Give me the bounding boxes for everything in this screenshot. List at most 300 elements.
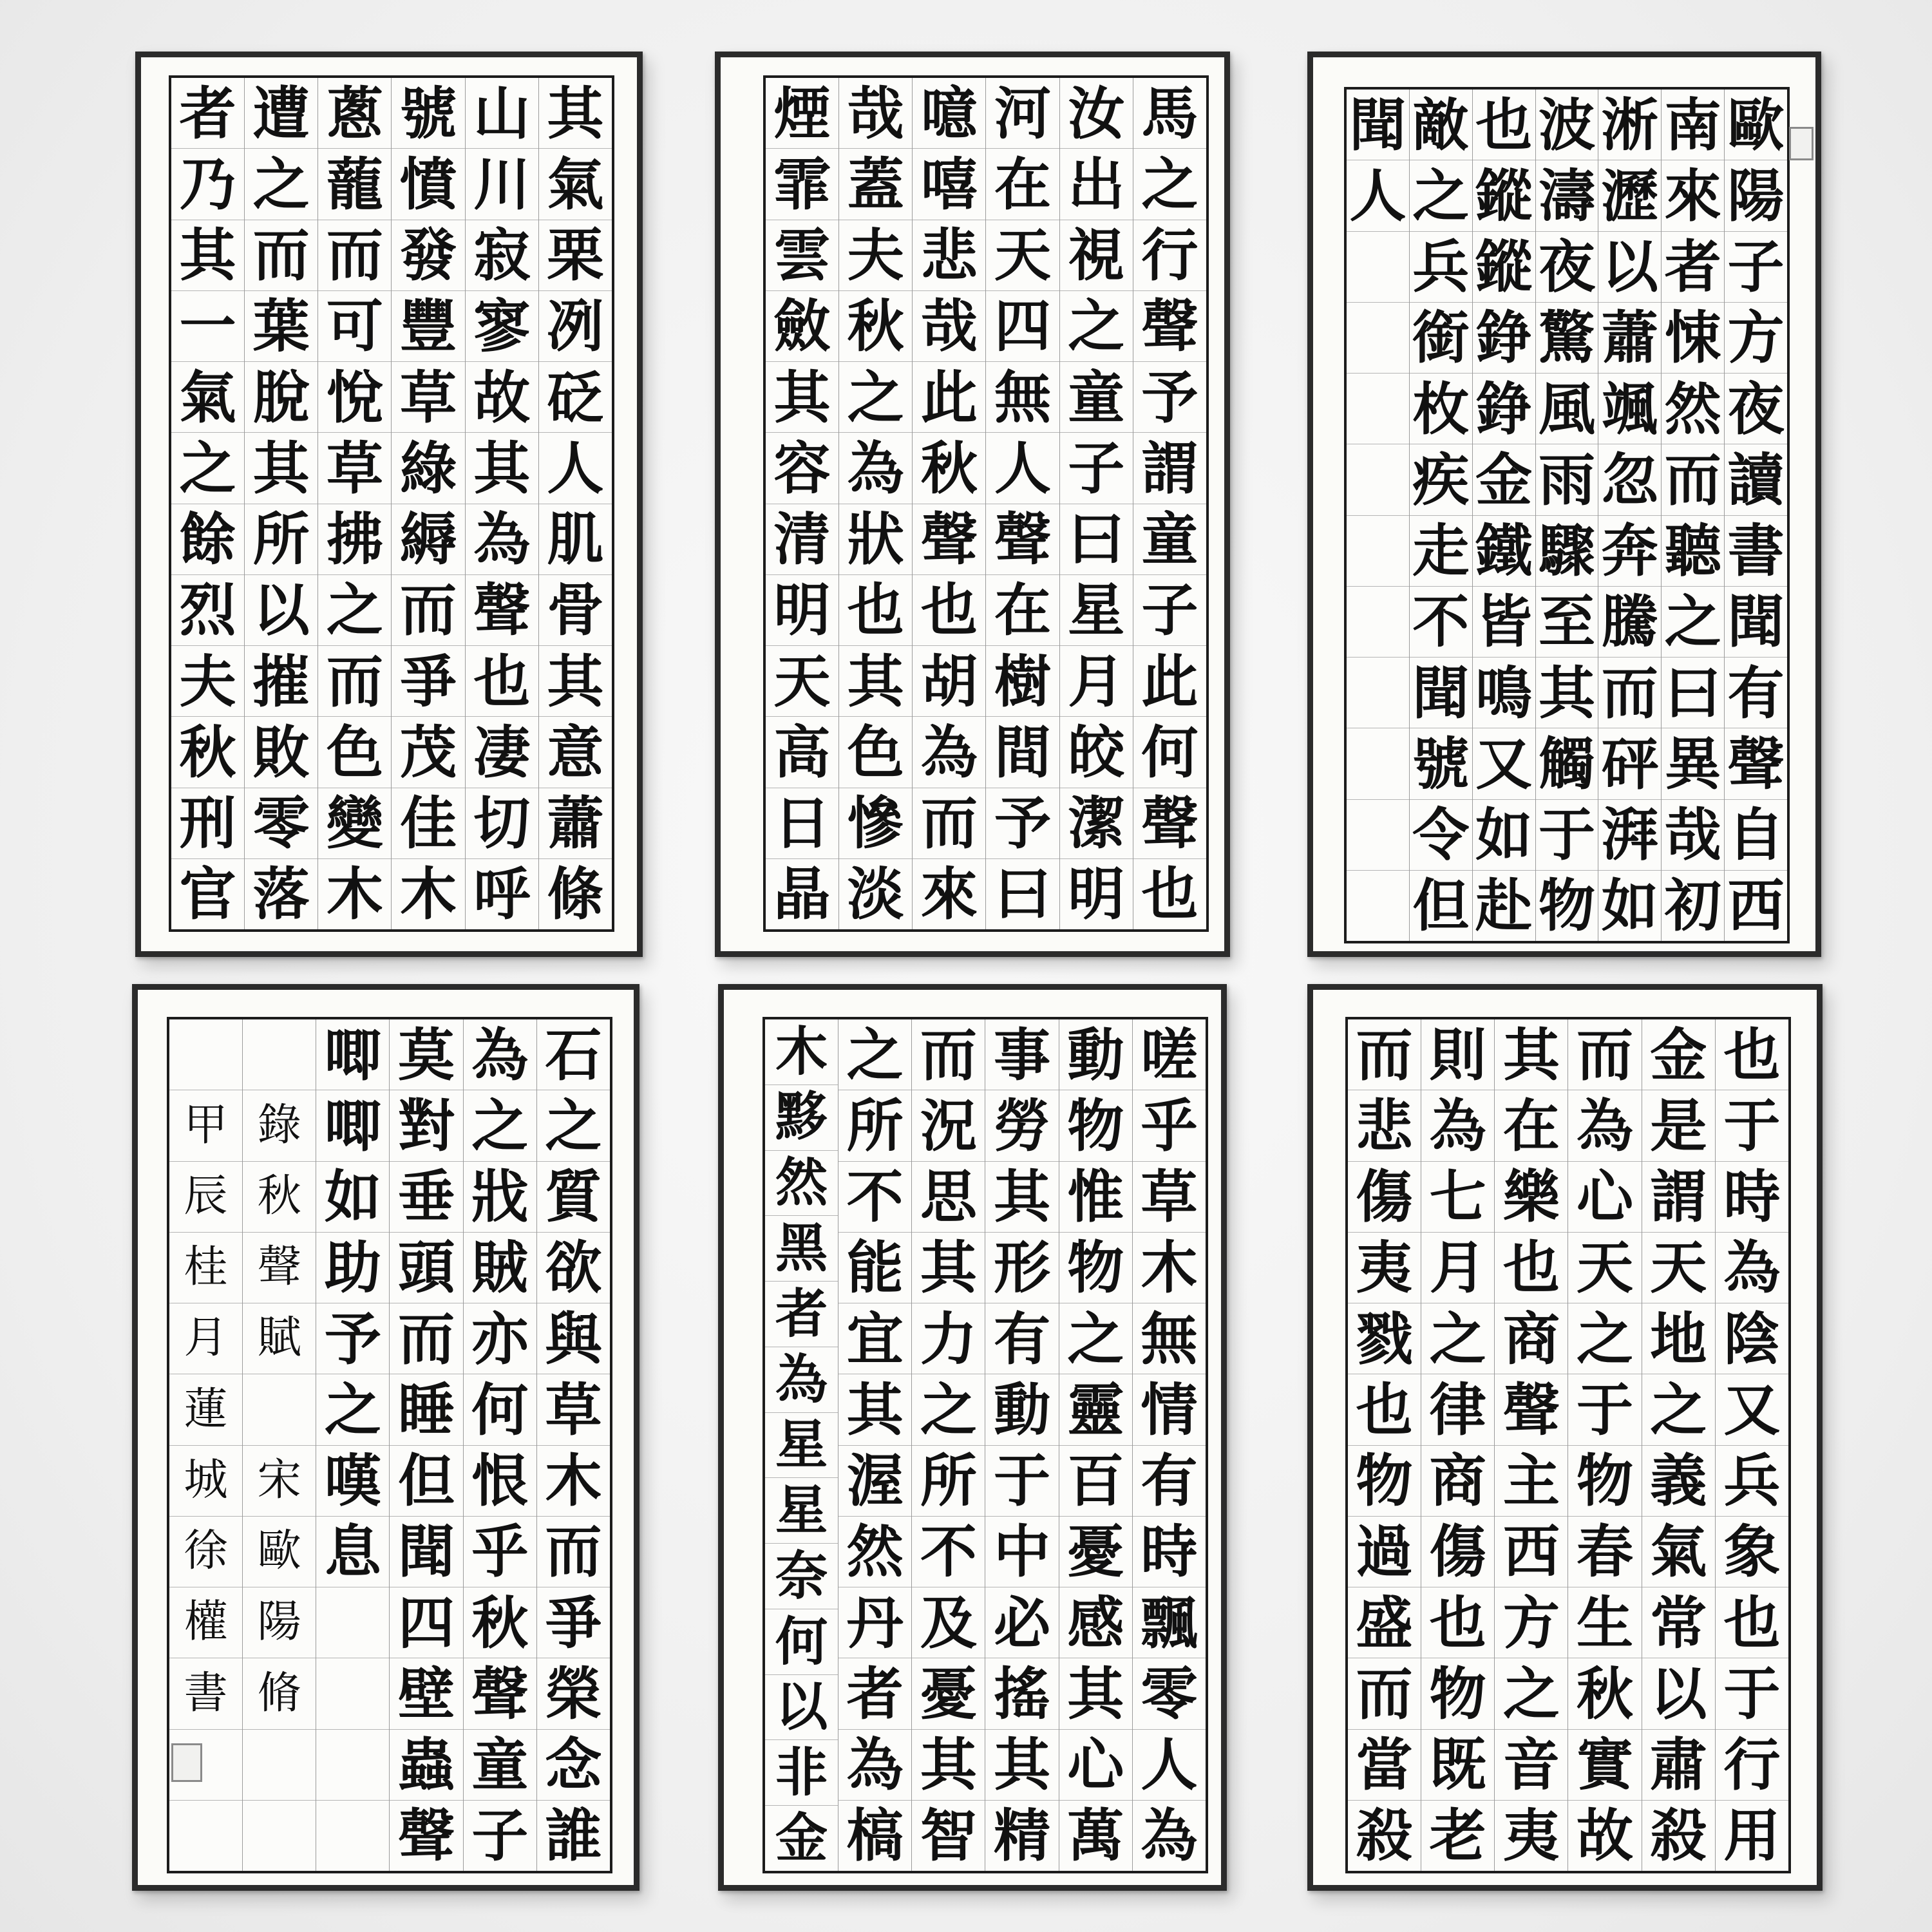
text-column — [536, 1019, 610, 1871]
character-cell: 徐 — [169, 1517, 242, 1587]
character-cell: 草 — [318, 433, 391, 504]
character-cell: 聲 — [1725, 728, 1787, 799]
character-cell: 蔥 — [318, 78, 391, 149]
character-cell: 零 — [245, 788, 317, 859]
character-cell: 垂 — [390, 1162, 462, 1233]
character-cell: 所 — [245, 504, 317, 575]
character-cell: 于 — [1716, 1658, 1788, 1729]
text-column — [1494, 1019, 1567, 1871]
character-cell: 行 — [1716, 1730, 1788, 1801]
character-cell: 動 — [985, 1374, 1058, 1445]
character-cell: 物 — [1059, 1090, 1132, 1161]
character-cell: 之 — [171, 433, 244, 504]
character-cell: 而 — [390, 1303, 462, 1374]
character-cell: 陰 — [1716, 1303, 1788, 1374]
character-cell: 傷 — [1421, 1517, 1494, 1587]
character-cell: 夷 — [1348, 1233, 1421, 1303]
text-column — [1715, 1019, 1788, 1871]
character-cell: 不 — [1410, 587, 1472, 658]
character-cell: 初 — [1664, 872, 1721, 940]
character-cell: 之 — [1133, 149, 1206, 220]
character-cell: 錚 — [1473, 374, 1535, 444]
character-cell: 悅 — [318, 362, 391, 433]
character-cell: 栗 — [539, 220, 612, 291]
text-column — [1059, 78, 1133, 929]
character-cell: 為 — [1141, 1802, 1198, 1870]
character-cell: 出 — [1060, 149, 1133, 220]
character-cell: 以 — [1598, 232, 1661, 303]
character-cell: 質 — [537, 1162, 610, 1233]
text-column — [1535, 90, 1598, 941]
character-cell: 睡 — [390, 1374, 462, 1445]
character-cell: 觸 — [1536, 728, 1598, 799]
character-cell: 官 — [179, 860, 236, 928]
character-cell: 皆 — [1473, 587, 1535, 658]
text-column — [1724, 90, 1787, 941]
character-cell: 靈 — [1059, 1374, 1132, 1445]
character-cell: 搖 — [985, 1658, 1058, 1729]
character-cell: 賊 — [464, 1233, 536, 1303]
character-cell: 百 — [1059, 1446, 1132, 1517]
character-cell: 子 — [471, 1802, 529, 1870]
character-cell: 而 — [1348, 1658, 1421, 1729]
character-cell: 濤 — [1536, 160, 1598, 231]
character-cell: 刑 — [171, 788, 244, 859]
text-column — [1642, 1019, 1715, 1871]
character-cell: 清 — [766, 504, 838, 575]
character-cell: 烈 — [171, 575, 244, 646]
character-cell: 必 — [985, 1587, 1058, 1658]
character-cell: 情 — [1133, 1374, 1206, 1445]
character-cell: 念 — [537, 1730, 610, 1801]
character-cell: 自 — [1725, 800, 1787, 871]
character-cell: 秋 — [464, 1587, 536, 1658]
character-cell: 黟 — [765, 1085, 838, 1151]
character-cell: 及 — [912, 1587, 985, 1658]
character-cell: 戕 — [464, 1162, 536, 1233]
character-cell: 馬 — [1133, 78, 1206, 149]
character-cell: 金 — [1473, 444, 1535, 515]
frame-panel-1 — [135, 52, 643, 957]
character-cell: 時 — [1133, 1517, 1206, 1587]
character-cell — [243, 1730, 316, 1801]
character-cell: 其 — [245, 433, 317, 504]
character-cell: 是 — [1642, 1090, 1715, 1161]
character-cell: 寥 — [466, 291, 538, 362]
character-cell: 秋 — [839, 291, 912, 362]
text-column — [911, 1019, 985, 1871]
character-cell: 而 — [245, 220, 317, 291]
character-cell: 間 — [986, 717, 1059, 788]
character-cell: 不 — [912, 1517, 985, 1587]
character-cell: 蓋 — [839, 149, 912, 220]
character-cell: 辰 — [169, 1162, 242, 1233]
character-cell: 之 — [464, 1090, 536, 1161]
character-cell: 息 — [316, 1517, 389, 1587]
character-cell: 南 — [1662, 90, 1724, 160]
text-column — [1348, 1019, 1421, 1871]
character-cell: 唧 — [316, 1090, 389, 1161]
character-cell: 夜 — [1725, 374, 1787, 444]
text-column — [244, 78, 317, 929]
character-cell: 高 — [766, 717, 838, 788]
character-cell: 金 — [1642, 1019, 1715, 1090]
character-cell — [316, 1730, 389, 1801]
character-cell: 為 — [1716, 1233, 1788, 1303]
character-cell: 有 — [985, 1303, 1058, 1374]
character-cell: 縟 — [392, 504, 464, 575]
character-cell: 音 — [1495, 1730, 1567, 1801]
character-cell: 用 — [1723, 1802, 1781, 1870]
character-cell: 哉 — [839, 78, 912, 149]
character-cell: 聲 — [466, 575, 538, 646]
character-cell — [1347, 658, 1409, 728]
character-cell: 為 — [466, 504, 538, 575]
character-cell: 秋 — [171, 717, 244, 788]
character-cell: 草 — [392, 362, 464, 433]
character-cell: 星 — [1060, 575, 1133, 646]
character-cell: 其 — [539, 646, 612, 717]
character-cell: 而 — [912, 1019, 985, 1090]
text-column — [1409, 90, 1472, 941]
character-cell: 謂 — [1133, 433, 1206, 504]
character-cell: 時 — [1716, 1162, 1788, 1233]
character-cell: 葉 — [245, 291, 317, 362]
character-cell: 之 — [912, 1374, 985, 1445]
character-cell: 鏦 — [1473, 160, 1535, 231]
character-cell: 夫 — [839, 220, 912, 291]
character-cell — [1347, 728, 1409, 799]
character-cell: 凄 — [466, 717, 538, 788]
character-cell — [169, 1019, 242, 1090]
character-cell: 渥 — [838, 1446, 911, 1517]
character-cell: 視 — [1060, 220, 1133, 291]
text-column — [317, 78, 391, 929]
text-column — [985, 1019, 1058, 1871]
character-cell: 天 — [986, 220, 1059, 291]
character-cell: 忽 — [1598, 444, 1661, 515]
character-cell — [1347, 232, 1409, 303]
character-cell: 也 — [1421, 1587, 1494, 1658]
character-cell: 霏 — [766, 149, 838, 220]
character-cell: 恨 — [464, 1446, 536, 1517]
character-cell: 晶 — [773, 860, 831, 928]
character-cell: 日 — [766, 788, 838, 859]
character-cell: 況 — [912, 1090, 985, 1161]
character-cell: 天 — [1642, 1233, 1715, 1303]
character-cell: 木 — [537, 1446, 610, 1517]
character-cell: 之 — [1662, 587, 1724, 658]
character-cell: 山 — [466, 78, 538, 149]
character-cell: 榮 — [537, 1658, 610, 1729]
character-cell: 者 — [838, 1658, 911, 1729]
character-cell: 宋 — [243, 1446, 316, 1517]
character-cell: 欲 — [537, 1233, 610, 1303]
character-cell: 餘 — [171, 504, 244, 575]
character-cell: 思 — [912, 1162, 985, 1233]
grid-panel-4 — [167, 1017, 612, 1873]
frame-panel-3 — [1307, 52, 1821, 957]
character-cell: 飄 — [1133, 1587, 1206, 1658]
character-cell: 盛 — [1348, 1587, 1421, 1658]
character-cell: 精 — [994, 1802, 1051, 1870]
character-cell: 赴 — [1475, 872, 1533, 940]
character-cell: 事 — [985, 1019, 1058, 1090]
character-cell: 歐 — [1725, 90, 1787, 160]
character-cell: 慘 — [839, 788, 912, 859]
character-cell: 月 — [169, 1303, 242, 1374]
character-cell: 此 — [1133, 646, 1206, 717]
character-cell: 聲 — [913, 504, 985, 575]
character-cell: 木 — [1133, 1233, 1206, 1303]
character-cell: 汝 — [1060, 78, 1133, 149]
character-cell: 其 — [985, 1730, 1058, 1801]
character-cell: 波 — [1536, 90, 1598, 160]
character-cell: 氣 — [1642, 1517, 1715, 1587]
character-cell: 至 — [1536, 587, 1598, 658]
character-cell: 星 — [765, 1478, 838, 1544]
character-cell: 聞 — [1410, 658, 1472, 728]
character-cell: 而 — [913, 788, 985, 859]
character-cell: 憂 — [912, 1658, 985, 1729]
character-cell: 條 — [547, 860, 604, 928]
seal-stamp-panel-3 — [1789, 127, 1814, 160]
character-cell: 對 — [390, 1090, 462, 1161]
character-cell: 木 — [400, 860, 457, 928]
character-cell: 亦 — [464, 1303, 536, 1374]
character-cell: 其 — [1495, 1019, 1567, 1090]
text-column — [1347, 90, 1409, 941]
character-cell: 聞 — [1347, 90, 1409, 160]
text-column — [1059, 1019, 1132, 1871]
text-column — [1132, 1019, 1206, 1871]
character-cell: 皎 — [1060, 717, 1133, 788]
character-cell: 者 — [171, 78, 244, 149]
character-cell: 敵 — [1410, 90, 1472, 160]
character-cell: 脩 — [243, 1658, 316, 1729]
character-cell: 四 — [390, 1587, 462, 1658]
character-cell: 者 — [765, 1282, 838, 1347]
character-cell: 夫 — [171, 646, 244, 717]
character-cell: 所 — [912, 1446, 985, 1517]
character-cell: 陽 — [243, 1587, 316, 1658]
character-cell: 敗 — [245, 717, 317, 788]
character-cell: 非 — [765, 1740, 838, 1806]
character-cell: 拂 — [318, 504, 391, 575]
text-column — [391, 78, 464, 929]
character-cell: 予 — [986, 788, 1059, 859]
character-cell: 為 — [1421, 1090, 1494, 1161]
character-cell: 以 — [245, 575, 317, 646]
character-cell: 象 — [1716, 1517, 1788, 1587]
character-cell: 行 — [1133, 220, 1206, 291]
character-cell: 樹 — [986, 646, 1059, 717]
character-cell: 其 — [912, 1233, 985, 1303]
grid-panel-3 — [1344, 87, 1790, 943]
character-cell: 也 — [1716, 1019, 1788, 1090]
character-cell: 子 — [1725, 232, 1787, 303]
character-cell: 物 — [1059, 1233, 1132, 1303]
character-cell: 勞 — [985, 1090, 1058, 1161]
text-column — [1421, 1019, 1494, 1871]
character-cell: 方 — [1495, 1587, 1567, 1658]
character-cell: 動 — [1059, 1019, 1132, 1090]
character-cell: 頭 — [390, 1233, 462, 1303]
character-cell: 而 — [318, 220, 391, 291]
character-cell: 脫 — [245, 362, 317, 433]
character-cell: 實 — [1568, 1730, 1641, 1801]
character-cell: 草 — [1133, 1162, 1206, 1233]
character-cell: 聲 — [1133, 291, 1206, 362]
character-cell: 錄 — [243, 1090, 316, 1161]
character-cell: 摧 — [245, 646, 317, 717]
text-column — [463, 1019, 536, 1871]
character-cell: 秋 — [1568, 1658, 1641, 1729]
character-cell: 容 — [766, 433, 838, 504]
character-cell: 之 — [318, 575, 391, 646]
character-cell: 春 — [1568, 1517, 1641, 1587]
character-cell: 兵 — [1410, 232, 1472, 303]
character-cell: 常 — [1642, 1587, 1715, 1658]
character-cell — [243, 1801, 316, 1871]
character-cell: 智 — [920, 1802, 977, 1870]
character-cell: 為 — [913, 717, 985, 788]
paper-panel-4 — [138, 990, 634, 1885]
character-cell: 其 — [171, 220, 244, 291]
character-cell: 聞 — [1725, 587, 1787, 658]
character-cell: 聲 — [1495, 1374, 1567, 1445]
character-cell: 童 — [464, 1730, 536, 1801]
character-cell: 律 — [1421, 1374, 1494, 1445]
character-cell: 秋 — [913, 433, 985, 504]
character-cell: 來 — [1662, 160, 1724, 231]
character-cell: 槁 — [846, 1802, 904, 1870]
character-cell — [1347, 303, 1409, 374]
character-cell: 之 — [839, 362, 912, 433]
character-cell: 殺 — [1650, 1802, 1707, 1870]
character-cell: 也 — [913, 575, 985, 646]
character-cell: 為 — [838, 1730, 911, 1801]
character-cell: 為 — [839, 433, 912, 504]
character-cell: 以 — [1642, 1658, 1715, 1729]
character-cell: 而 — [392, 575, 464, 646]
character-cell: 歐 — [243, 1517, 316, 1587]
character-cell: 但 — [1412, 872, 1470, 940]
character-cell: 予 — [1133, 362, 1206, 433]
character-cell: 如 — [1601, 872, 1658, 940]
character-cell: 丹 — [838, 1587, 911, 1658]
character-cell: 走 — [1410, 516, 1472, 587]
grid-panel-2 — [763, 75, 1209, 932]
character-cell: 讀 — [1725, 444, 1787, 515]
character-cell: 于 — [1568, 1374, 1641, 1445]
paper-panel-5 — [724, 990, 1221, 1885]
character-cell: 令 — [1410, 800, 1472, 871]
character-cell: 童 — [1133, 504, 1206, 575]
character-cell: 哉 — [913, 291, 985, 362]
character-cell: 一 — [171, 291, 244, 362]
character-cell: 風 — [1536, 374, 1598, 444]
grid-panel-6 — [1345, 1017, 1791, 1873]
character-cell: 聽 — [1662, 516, 1724, 587]
character-cell: 之 — [1060, 291, 1133, 362]
character-cell: 城 — [169, 1446, 242, 1517]
character-cell: 何 — [1133, 717, 1206, 788]
character-cell: 書 — [169, 1658, 242, 1729]
character-cell: 乎 — [464, 1517, 536, 1587]
character-cell: 也 — [466, 646, 538, 717]
character-cell: 何 — [765, 1609, 838, 1675]
character-cell: 而 — [1348, 1019, 1421, 1090]
character-cell: 其 — [1059, 1658, 1132, 1729]
character-cell: 物 — [1348, 1446, 1421, 1517]
character-cell: 而 — [537, 1517, 610, 1587]
character-cell: 之 — [1421, 1303, 1494, 1374]
character-cell: 聞 — [390, 1517, 462, 1587]
character-cell: 其 — [839, 646, 912, 717]
character-cell: 鐵 — [1473, 516, 1535, 587]
paper-panel-2 — [721, 57, 1224, 951]
character-cell: 其 — [466, 433, 538, 504]
character-cell: 權 — [169, 1587, 242, 1658]
character-cell: 也 — [1473, 90, 1535, 160]
character-cell: 寂 — [466, 220, 538, 291]
character-cell: 唧 — [316, 1019, 389, 1090]
character-cell: 當 — [1348, 1730, 1421, 1801]
character-cell: 而 — [1598, 658, 1661, 728]
character-cell: 切 — [466, 788, 538, 859]
character-cell: 無 — [986, 362, 1059, 433]
character-cell: 為 — [464, 1019, 536, 1090]
character-cell: 蕭 — [1598, 303, 1661, 374]
character-cell: 發 — [392, 220, 464, 291]
text-column — [1472, 90, 1535, 941]
character-cell: 秋 — [243, 1162, 316, 1233]
character-cell: 甲 — [169, 1090, 242, 1161]
character-cell: 物 — [1568, 1446, 1641, 1517]
character-cell: 騰 — [1598, 587, 1661, 658]
character-cell: 草 — [537, 1374, 610, 1445]
frame-panel-2 — [715, 52, 1230, 957]
text-column — [912, 78, 985, 929]
character-cell: 月 — [1060, 646, 1133, 717]
character-cell: 也 — [1495, 1233, 1567, 1303]
text-column — [1661, 90, 1724, 941]
character-cell: 之 — [1568, 1303, 1641, 1374]
character-cell: 其 — [985, 1162, 1058, 1233]
character-cell: 聲 — [464, 1658, 536, 1729]
character-cell: 商 — [1495, 1303, 1567, 1374]
character-cell: 如 — [316, 1162, 389, 1233]
character-cell: 色 — [318, 717, 391, 788]
character-cell: 肌 — [539, 504, 612, 575]
paper-panel-6 — [1313, 990, 1817, 1885]
character-cell — [316, 1587, 389, 1658]
character-cell: 木 — [326, 860, 383, 928]
character-cell: 也 — [1141, 860, 1198, 928]
character-cell: 石 — [537, 1019, 610, 1090]
character-cell: 然 — [765, 1151, 838, 1217]
text-column — [838, 1019, 911, 1871]
character-cell: 天 — [766, 646, 838, 717]
character-cell: 又 — [1716, 1374, 1788, 1445]
character-cell: 落 — [252, 860, 310, 928]
grid-panel-5 — [762, 1017, 1208, 1873]
character-cell: 驟 — [1536, 516, 1598, 587]
character-cell: 心 — [1568, 1162, 1641, 1233]
character-cell: 狀 — [839, 504, 912, 575]
character-cell: 過 — [1348, 1517, 1421, 1587]
